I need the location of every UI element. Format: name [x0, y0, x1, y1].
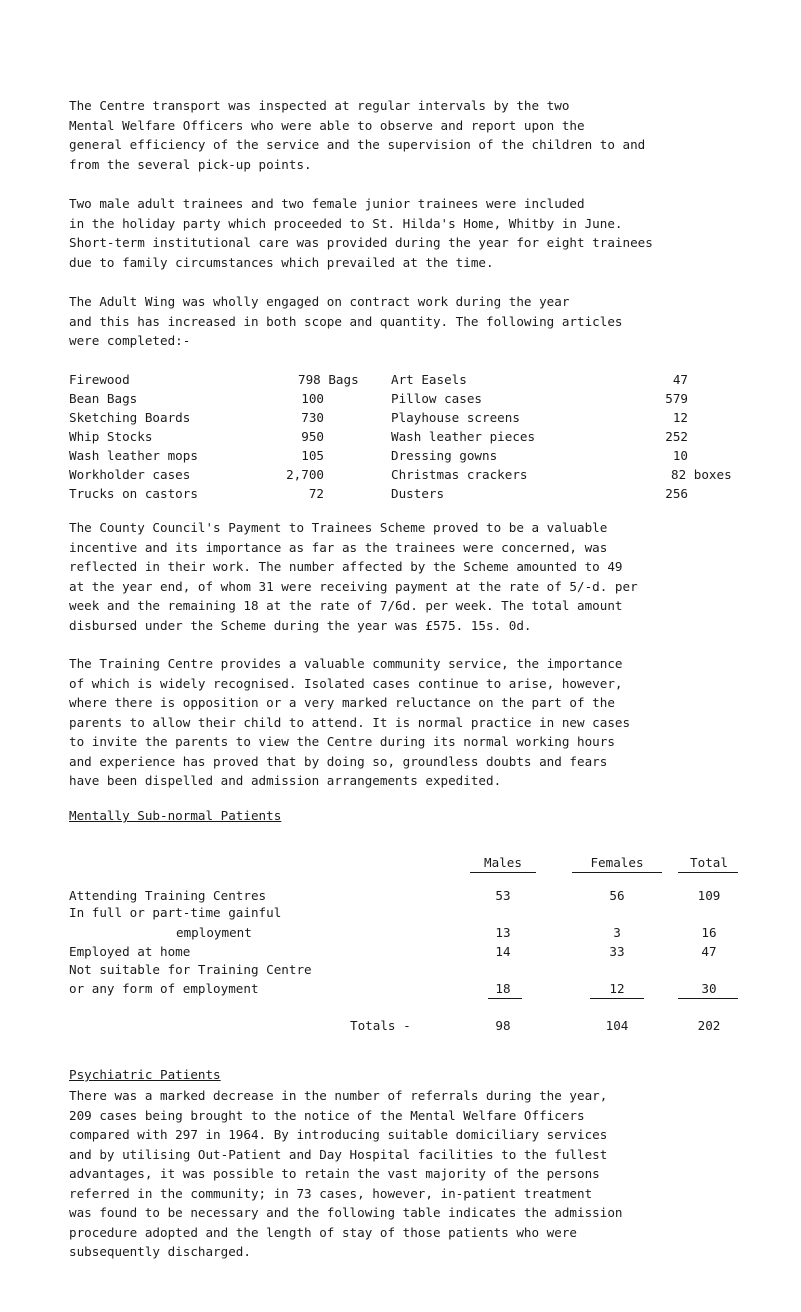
header-underline [470, 872, 536, 873]
article-qty: 2,700 [286, 467, 324, 482]
total-overall: 202 [697, 1018, 721, 1033]
row-label: Employed at home [69, 944, 191, 959]
article-qty: 72 [308, 486, 324, 501]
article-qty: 730 [301, 410, 324, 425]
totals-label: Totals - [350, 1018, 411, 1033]
article-qty: 798 Bags [298, 372, 359, 387]
article-qty: 47 [672, 372, 688, 387]
header-underline [678, 872, 738, 873]
article-item: Pillow cases [391, 391, 482, 406]
header-underline [572, 872, 662, 873]
cell-total: 16 [701, 925, 717, 940]
paragraph-adult-wing: The Adult Wing was wholly engaged on contract work during the year and this has increased in both scope and quantity. The following articles were completed:- [69, 294, 623, 348]
article-qty: 105 [301, 448, 324, 463]
article-item: Wash leather mops [69, 448, 198, 463]
cell-males: 53 [495, 888, 511, 903]
cell-total: 30 [701, 981, 717, 996]
row-label: In full or part-time gainful [69, 905, 282, 920]
article-item: Christmas crackers [391, 467, 528, 482]
cell-females: 33 [609, 944, 625, 959]
cell-males: 18 [495, 981, 511, 996]
cell-total: 47 [701, 944, 717, 959]
article-qty: 12 [672, 410, 688, 425]
row-label: Not suitable for Training Centre [69, 962, 312, 977]
total-females: 104 [605, 1018, 629, 1033]
cell-total: 109 [697, 888, 721, 903]
total-males: 98 [495, 1018, 511, 1033]
article-item: Firewood [69, 372, 130, 387]
subnormal-heading: Mentally Sub-normal Patients [69, 808, 282, 823]
article-item: Whip Stocks [69, 429, 153, 444]
article-qty: 256 [665, 486, 688, 501]
sum-underline [488, 998, 522, 999]
article-qty: 82 boxes [671, 467, 732, 482]
paragraph-holiday: Two male adult trainees and two female junior trainees were included in the holiday party which proceeded to St. Hilda's Home, Whitby in June. Short-term institutional care was provided during the year for eight trainees due to family circumstances which prevailed at the time. [69, 196, 653, 270]
cell-males: 14 [495, 944, 511, 959]
paragraph-transport: The Centre transport was inspected at regular intervals by the two Mental Welfare Officers who were able to observe and report upon the general efficiency of the service and the supervision of the children to and from the several pick-up points. [69, 98, 646, 172]
cell-females: 12 [609, 981, 625, 996]
article-item: Bean Bags [69, 391, 138, 406]
row-label-continued: employment [176, 925, 252, 940]
article-item: Workholder cases [69, 467, 191, 482]
row-label-continued: or any form of employment [69, 981, 259, 996]
paragraph-psychiatric: There was a marked decrease in the number of referrals during the year, 209 cases being brought to the notice of the Mental Welfare Officers compared with 297 in 1964. By introducing suitable domiciliary services and by utilising Out-Patient and Day Hospital facilities to the fullest advantages, it was possible to retain the vast majority of the persons referred in the community; in 73 cases, however, in-patient treatment was found to be necessary and the following table indicates the admission procedure adopted and the length of stay of those patients who were subsequently discharged. [69, 1088, 623, 1259]
psychiatric-heading: Psychiatric Patients [69, 1067, 221, 1082]
cell-females: 56 [609, 888, 625, 903]
sum-underline [590, 998, 644, 999]
article-item: Wash leather pieces [391, 429, 536, 444]
article-qty: 10 [672, 448, 688, 463]
article-item: Dusters [391, 486, 445, 501]
column-header-total: Total [690, 855, 728, 870]
sum-underline [678, 998, 738, 999]
article-item: Trucks on castors [69, 486, 198, 501]
article-item: Dressing gowns [391, 448, 498, 463]
article-qty: 950 [301, 429, 324, 444]
cell-males: 13 [495, 925, 511, 940]
article-qty: 252 [665, 429, 688, 444]
article-qty: 579 [665, 391, 688, 406]
article-item: Playhouse screens [391, 410, 520, 425]
paragraph-payment-scheme: The County Council's Payment to Trainees Scheme proved to be a valuable incentive and its importance as far as the trainees were concerned, was reflected in their work. The number affected by the Scheme amounted to 49 at the year end, of whom 31 were receiving payment at the rate of 5/-d. per week and the remaining 18 at the rate of 7/6d. per week. The total amount disbursed under the Scheme during the year was £575. 15s. 0d. [69, 520, 638, 633]
article-item: Sketching Boards [69, 410, 191, 425]
cell-females: 3 [613, 925, 621, 940]
article-item: Art Easels [391, 372, 467, 387]
row-label: Attending Training Centres [69, 888, 267, 903]
article-qty: 100 [301, 391, 324, 406]
paragraph-community-service: The Training Centre provides a valuable community service, the importance of which is widely recognised. Isolated cases continue to arise, however, where there is opposition or a very marked reluctance on the part of the parents to allow their child to attend. It is normal practice in new cases to invite the parents to view the Centre during its normal working hours and experience has proved that by doing so, groundless doubts and fears have been dispelled and admission arrangements expedited. [69, 656, 631, 788]
column-header-males: Males [484, 855, 522, 870]
column-header-females: Females [590, 855, 644, 870]
